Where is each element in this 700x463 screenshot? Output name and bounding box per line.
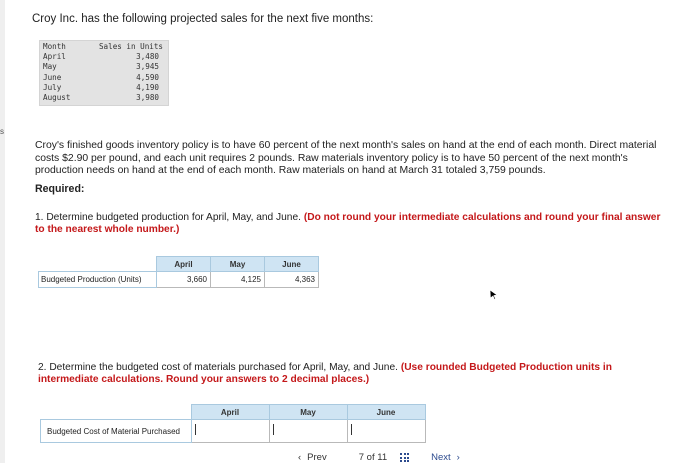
prev-button[interactable] [298,452,327,463]
bottom-navigation [298,452,460,463]
sales-table-row [43,83,165,93]
column-header-april: April [191,405,269,420]
sales-units: 3,980 [136,93,159,103]
page-of: of [366,452,375,463]
question-2-text: 2. Determine the budgeted cost of materials purchased for April, May, and June. [38,362,398,373]
sales-month: July [43,82,62,92]
material-cost-june-input[interactable] [347,420,425,443]
sales-units: 3,945 [136,62,159,72]
grid-icon[interactable] [400,453,409,462]
sales-table-row [43,52,165,62]
production-june-input[interactable]: 4,363 [265,272,319,288]
row-label-budgeted-production: Budgeted Production (Units) [39,272,157,288]
row-label-material-purchased: Budgeted Cost of Material Purchased [41,420,192,443]
sales-table-header-units: Sales in Units [98,42,163,51]
sales-table-header [43,42,165,52]
sales-month: June [43,72,62,82]
table-header-row [39,257,319,272]
question-1-text: 1. Determine budgeted production for April, May, and June. [35,212,301,223]
policy-text: Croy's finished goods inventory policy is to have 60 percent of the next month's sales on hand at the end of each month. Direct material costs $2.90 per pound, and each unit requires 2 pounds. Raw materials inventory policy is to have 50 percent of the next month's production needs on hand at the end of each month. Raw materials on hand at March 31 totaled 3,759 pounds. [35,140,657,177]
next-label: Next [431,452,451,463]
table-header-row [41,405,426,420]
production-may-input[interactable]: 4,125 [211,272,265,288]
left-edge-strip [0,0,5,463]
sales-table-row [43,93,165,103]
sales-table [39,40,169,106]
question-2-note: (Use rounded Budgeted Production units in intermediate calculations. Round your answers to 2 decimal places.) [38,362,612,385]
sales-table-row [43,73,165,83]
problem-intro: Croy Inc. has the following projected sales for the next five months: [32,13,374,25]
column-header-april: April [157,257,211,272]
page-total: 11 [377,452,388,463]
sales-table-row [43,62,165,72]
table-corner [41,405,192,420]
budgeted-production-table [38,256,319,288]
edge-mark: s [0,127,4,136]
sales-table-header-month: Month [43,42,66,51]
chevron-left-icon: ‹ [298,452,302,463]
question-2 [38,362,668,385]
column-header-may: May [211,257,265,272]
next-button[interactable] [431,452,460,463]
material-cost-april-input[interactable] [191,420,269,443]
table-corner [39,257,157,272]
material-purchases-table [40,404,426,443]
material-cost-may-input[interactable] [269,420,347,443]
input-caret [273,424,274,435]
column-header-june: June [265,257,319,272]
column-header-june: June [347,405,425,420]
input-caret [351,424,352,435]
sales-units: 4,590 [136,72,159,82]
question-1-note: (Do not round your intermediate calculations and round your final answer to the nearest whole number.) [35,212,661,235]
column-header-may: May [269,405,347,420]
chevron-right-icon: › [456,452,460,463]
production-april-input[interactable]: 3,660 [157,272,211,288]
table-row [39,272,319,288]
table-row [41,420,426,443]
sales-month: August [43,93,71,103]
sales-month: April [43,52,66,62]
required-label: Required: [35,183,85,195]
input-caret [195,424,196,435]
sales-units: 3,480 [136,52,159,62]
mouse-cursor-icon [489,289,499,301]
page-indicator [359,452,387,463]
page-current: 7 [358,452,365,463]
sales-month: May [43,62,57,72]
question-1 [35,212,665,235]
prev-label: Prev [307,452,327,463]
sales-units: 4,190 [136,82,159,92]
